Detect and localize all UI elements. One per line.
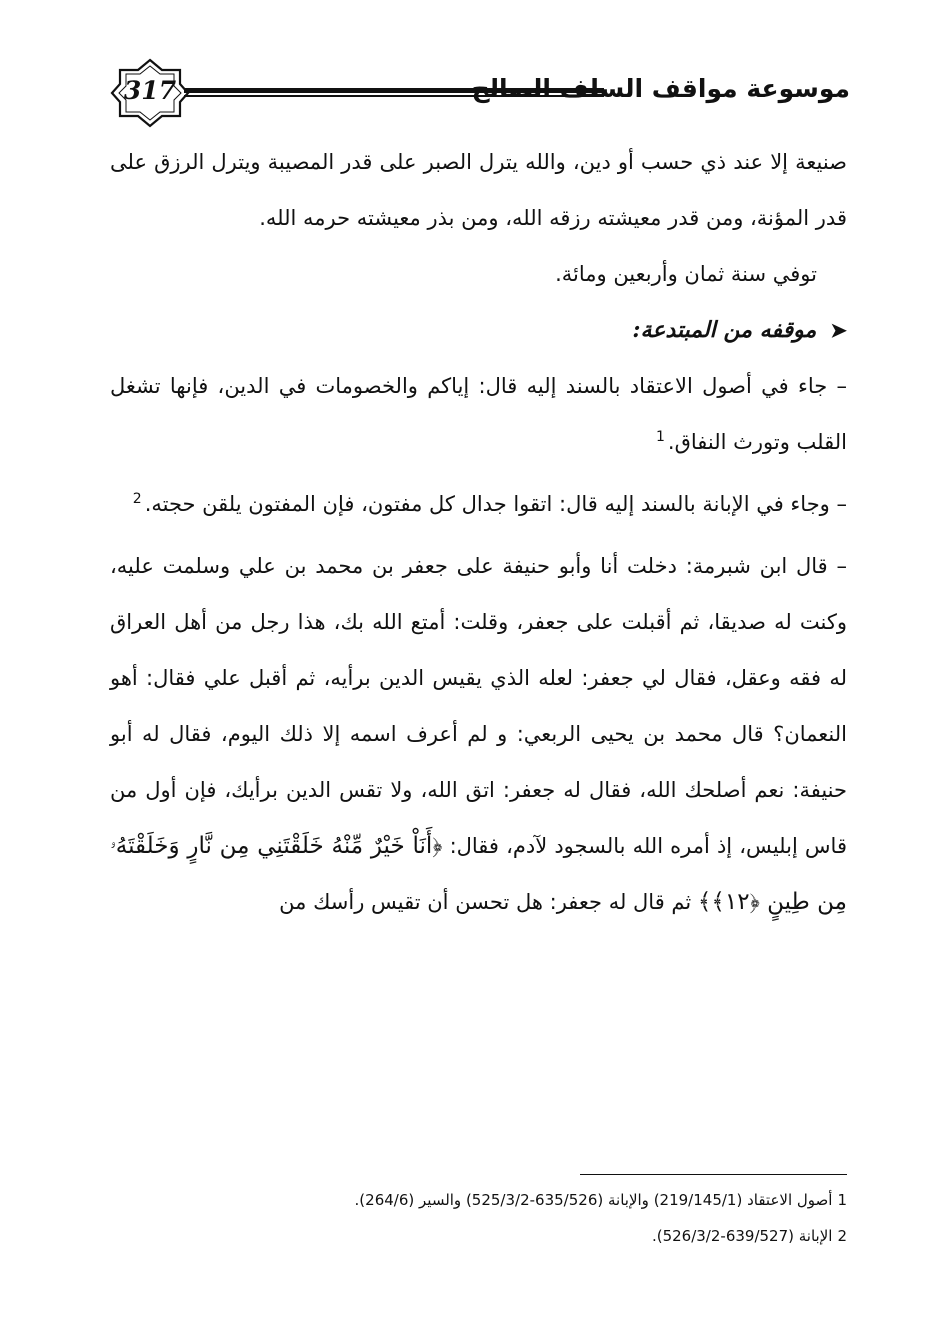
footnote-1 (110, 1182, 847, 1218)
footnote-reference-1: 1 (655, 429, 665, 445)
page-header (110, 58, 850, 128)
section-heading (110, 302, 847, 358)
footnote-reference-2: 2 (132, 491, 142, 507)
footnote-2 (110, 1218, 847, 1254)
arrow-bullet-icon: ➤ (830, 318, 847, 342)
paragraph-3-text: – جاء في أصول الاعتقاد بالسند إليه قال: إياكم والخصومات في الدين، فإنها تشغل القلب وتورث النفاق. (110, 374, 847, 454)
running-title: موسوعة مواقف السلف الصالح (471, 74, 850, 103)
section-heading-text: موقفه من المبتدعة: (632, 317, 817, 343)
paragraph-5-end: ثم قال له جعفر: هل تحسن أن تقيس رأسك من (279, 890, 698, 914)
paragraph-5 (110, 538, 847, 930)
main-text (110, 134, 847, 930)
paragraph-4-text: – وجاء في الإبانة بالسند إليه قال: اتقوا جدال كل مفتون، فإن المفتون يلقن حجته. (144, 492, 847, 516)
footnote-divider (580, 1174, 847, 1175)
quran-verse: ﴿أَنَاْ خَيْرٌ مِّنْهُ خَلَقْتَنِي مِن نَّارٍ وَخَلَقْتَهُۥ مِن طِينٍ ﴿١٢﴾﴾ (110, 833, 847, 915)
paragraph-1: صنيعة إلا عند ذي حسب أو دين، والله يترل الصبر على قدر المصيبة ويترل الرزق على قدر المؤنة، ومن قدر معيشته رزقه الله، ومن بذر معيشته حرمه الله. (110, 150, 847, 230)
paragraph-5-text: – قال ابن شبرمة: دخلت أنا وأبو حنيفة على جعفر بن محمد بن علي وسلمت عليه، وكنت له صديقا، ثم أقبلت على جعفر، وقلت: أمتع الله بك، هذا رجل من أهل العراق له فقه وعقل، فقال لي جعفر: لعله الذي يقيس الدين برأيه، ثم أقبل علي فقال: أهو النعمان؟ قال محمد بن يحيى الربعي: و لم أعرف اسمه إلا ذلك اليوم، فقال له أبو حنيفة: نعم أصلحك الله، فقال له جعفر: اتق الله، ولا تقس الدين برأيك، فإن أول من قاس إبليس، إذ أمره الله بالسجود لآدم، فقال: (110, 554, 847, 858)
footnote-number: 2 (837, 1227, 847, 1245)
page-number: 317 (123, 76, 177, 105)
paragraph-4 (110, 476, 847, 532)
paragraph-3 (110, 358, 847, 470)
paragraph-2: توفي سنة ثمان وأربعين ومائة. (555, 262, 817, 286)
footnote-text: الإبانة (639/527-526/3/2). (651, 1227, 833, 1245)
footnotes (110, 1182, 847, 1254)
footnote-number: 1 (837, 1191, 847, 1209)
page-number-badge (110, 58, 190, 128)
footnote-text: أصول الاعتقاد (219/145/1) والإبانة (635/526-525/3/2) والسير (264/6). (354, 1191, 833, 1209)
